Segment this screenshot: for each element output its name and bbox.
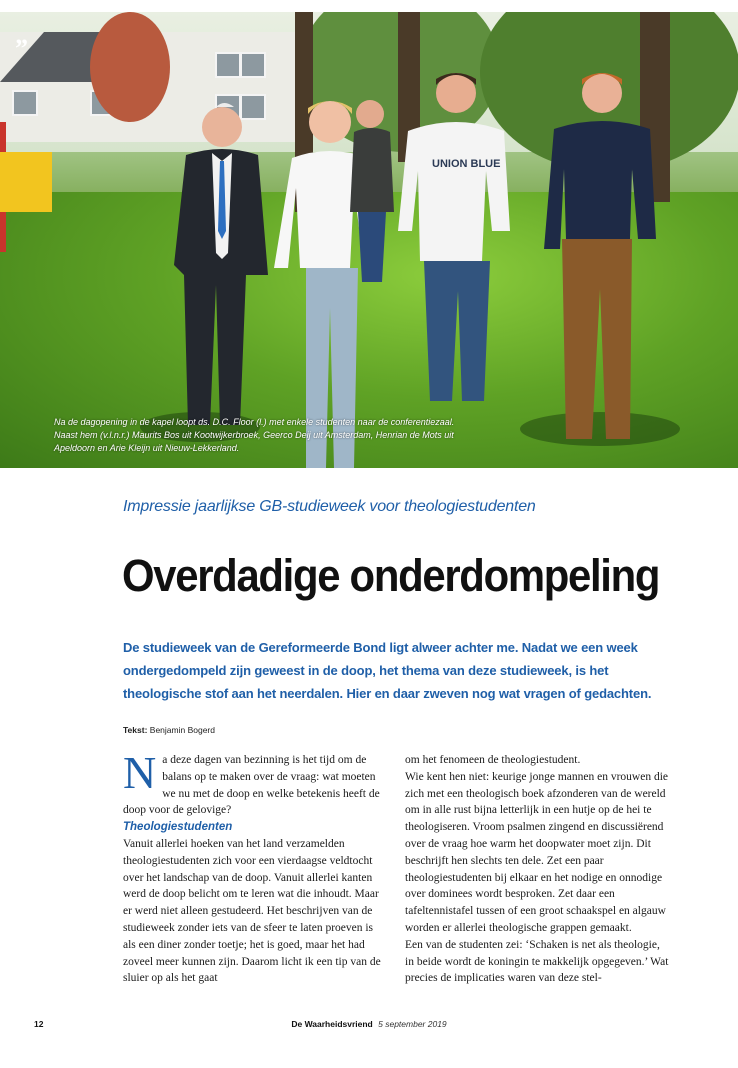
intro-paragraph <box>123 747 387 819</box>
photo-caption <box>54 416 514 455</box>
photo-play-fence <box>0 152 52 212</box>
article-column-right <box>405 752 669 987</box>
body-paragraph: Een van de studenten zei: ‘Schaken is net als theologie, in beide wordt de koningin te makkelijk opgegeven.’ Wat precies de implicaties waren van deze stel- <box>405 938 669 985</box>
article-kicker: Impressie jaarlijkse GB-studieweek voor theologiestudenten <box>123 498 536 515</box>
intro-text: a deze dagen van bezinning is het tijd om de balans op te maken over de vraag: wat moeten we nu met de doop en welke betekenis heeft de doop voor de gelovige? <box>123 754 380 817</box>
photo-window <box>12 90 38 116</box>
person-kleijn <box>532 67 662 447</box>
body-paragraph: Wie kent hen niet: keurige jonge mannen en vrouwen die zich met een theologisch boek afzonderen van de wereld om in alle rust bijna letterlijk in een hutje op de hei te theologiseren. Vroom psalmen zingend en discussiërend over de vraag hoe warm het doopwater moet zijn. Dit beschrijft hen slechts ten dele. Zet een paar theologiestudenten bij elkaar en het nodige en onnodige over dominees wordt besproken. Zet daar een tafeltennistafel tussen of een groot schaakspel en algauw worden er allerlei theologische grappen gemaakt. <box>405 770 668 934</box>
byline-author: Benjamin Bogerd <box>149 725 215 735</box>
caption-line: Apeldoorn en Arie Kleijn uit Nieuw-Lekkerland. <box>54 443 240 453</box>
footer-title <box>0 1019 738 1029</box>
article-column-left <box>123 747 387 987</box>
caption-line: Na de dagopening in de kapel loopt ds. D.C. Floor (l.) met enkele studenten naar de conferentiezaal. <box>54 417 455 427</box>
shirt-print: UNION BLUE <box>432 158 501 170</box>
caption-line: Naast hem (v.l.n.r.) Maurits Bos uit Kootwijkerbroek, Geerco Deij uit Amsterdam, Henrian de Mots uit <box>54 430 454 440</box>
article-headline: Overdadige onderdompeling <box>122 550 660 601</box>
body-paragraph: Vanuit allerlei hoeken van het land verzamelden theologiestudenten zich voor een vierdaagse veldtocht over het landschap van de doop. Vanuit allerlei kanten werd de doop belicht om te leren wat die inhoudt. Maar er werd niet alleen gestudeerd. Het beschrijven van de studieweek zonder iets van de sfeer te laten proeven is als een diner zonder toetje; het is goed, maar het had zoveel meer kunnen zijn. Daarom licht ik een tip van de sluier op als het gaat <box>123 837 381 985</box>
issue-date: 5 september 2019 <box>378 1019 447 1029</box>
drop-cap: N <box>123 747 157 798</box>
quote-mark: ” <box>15 34 28 63</box>
photo-window <box>215 52 241 78</box>
byline-label: Tekst: <box>123 725 148 735</box>
magazine-name: De Waarheidsvriend <box>291 1019 373 1029</box>
article-lead: De studieweek van de Gereformeerde Bond ligt alweer achter me. Nadat we een week ondergedompeld zijn geweest in de doop, het thema van deze studieweek, is het theologische stof aan het neerdalen. Hier en daar zweven nog wat vragen of gedachten. <box>123 640 652 701</box>
body-paragraph: om het fenomeen de theologiestudent. <box>405 754 581 766</box>
subheading: Theologiestudenten <box>123 821 233 834</box>
person-deij <box>392 67 522 407</box>
page-number: 12 <box>34 1019 44 1029</box>
article-photo <box>0 12 738 468</box>
photo-window <box>240 52 266 78</box>
article-byline <box>123 725 215 735</box>
person-floor <box>150 97 280 427</box>
